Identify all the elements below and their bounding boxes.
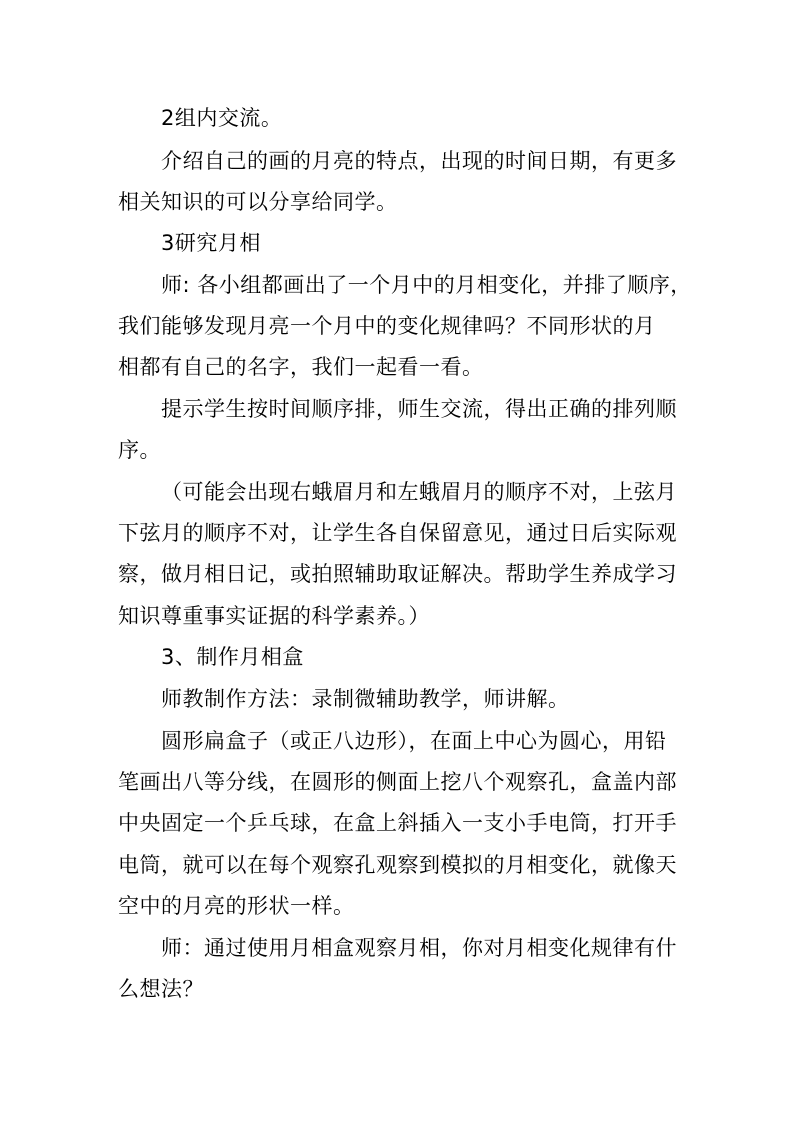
paragraph-line: 序。 (118, 438, 161, 462)
paragraph-line: 提示学生按时间顺序排，师生交流，得出正确的排列顺 (161, 397, 677, 421)
paragraph-line: 相都有自己的名字，我们一起看一看。 (118, 355, 484, 379)
section-heading-group-discussion: 2组内交流。 (161, 106, 283, 130)
paragraph-line: 电筒，就可以在每个观察孔观察到模拟的月相变化，就像天 (118, 853, 677, 877)
paragraph-line: 师教制作方法：录制微辅助教学，师讲解。 (161, 687, 570, 711)
paragraph-line: 察，做月相日记，或拍照辅助取证解决。帮助学生养成学习 (118, 562, 677, 586)
section-heading-moon-phases: 3研究月相 (161, 231, 261, 255)
paragraph-line: 师: 各小组都画出了一个月中的月相变化，并排了顺序， (161, 273, 692, 297)
paragraph-line: 师：通过使用月相盒观察月相，你对月相变化规律有什 (161, 936, 677, 960)
paragraph-line: 笔画出八等分线，在圆形的侧面上挖八个观察孔，盒盖内部 (118, 770, 677, 794)
paragraph-line: 么想法？ (118, 977, 204, 1001)
paragraph-line: 相关知识的可以分享给同学。 (118, 190, 398, 214)
paragraph-line: 下弦月的顺序不对，让学生各自保留意见，通过日后实际观 (118, 521, 677, 545)
paragraph-line: 中央固定一个乒乓球，在盒上斜插入一支小手电筒，打开手 (118, 811, 677, 835)
paragraph-line: （可能会出现右蛾眉月和左蛾眉月的顺序不对，上弦月 (161, 480, 677, 504)
paragraph-line: 知识尊重事实证据的科学素养。） (118, 604, 430, 628)
paragraph-line: 我们能够发现月亮一个月中的变化规律吗？不同形状的月 (118, 314, 656, 338)
paragraph-line: 圆形扁盒子（或正八边形），在面上中心为圆心，用铅 (161, 729, 667, 753)
paragraph-line: 介绍自己的画的月亮的特点，出现的时间日期，有更多 (161, 149, 677, 173)
paragraph-line: 空中的月亮的形状一样。 (118, 894, 355, 918)
section-heading-moon-box: 3、制作月相盒 (161, 645, 304, 669)
